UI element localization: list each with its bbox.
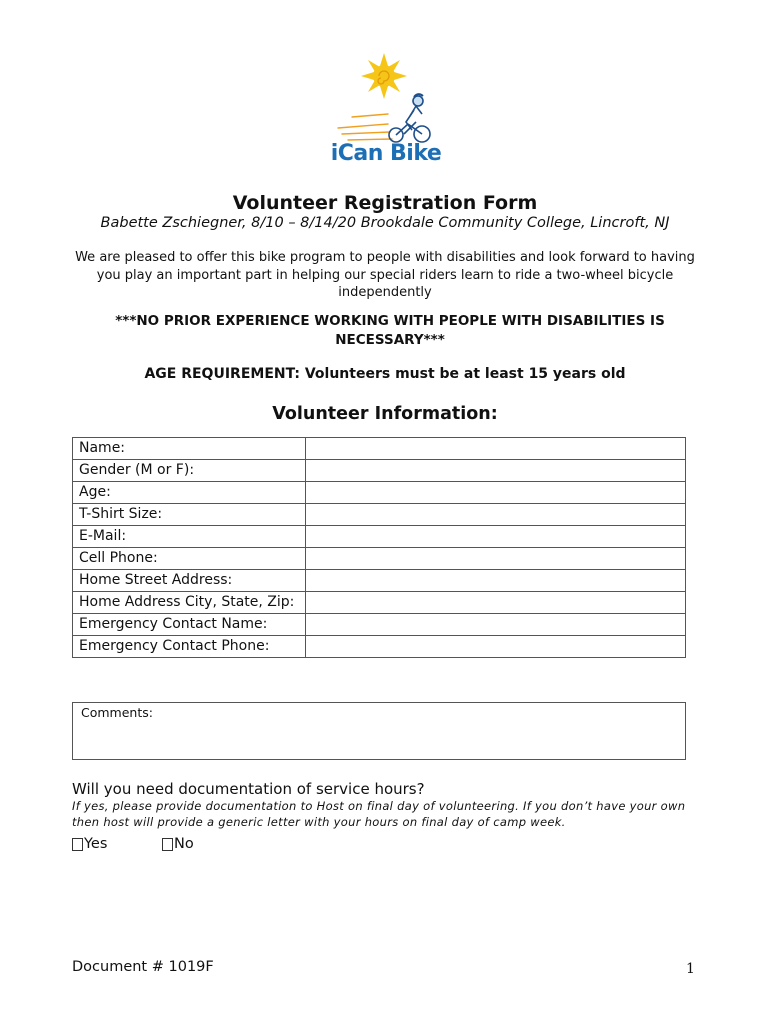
page-number: 1 (686, 961, 695, 977)
field-row (73, 614, 686, 636)
field-row (73, 526, 686, 548)
field-label: Age: (73, 482, 306, 504)
field-row (73, 548, 686, 570)
documentation-question: Will you need documentation of service hours? (72, 780, 425, 798)
field-label: Name: (73, 438, 306, 460)
field-value[interactable] (306, 592, 686, 614)
field-value[interactable] (306, 570, 686, 592)
yes-option[interactable] (72, 836, 107, 852)
field-label: Home Street Address: (73, 570, 306, 592)
no-label: No (174, 836, 194, 852)
experience-notice: ***NO PRIOR EXPERIENCE WORKING WITH PEOPLE WITH DISABILITIES IS NECESSARY*** (115, 313, 665, 348)
field-row (73, 482, 686, 504)
field-value[interactable] (306, 460, 686, 482)
page-subtitle: Babette Zschiegner, 8/10 – 8/14/20 Brookdale Community College, Lincroft, NJ (100, 215, 670, 231)
field-row (73, 636, 686, 658)
field-label: Gender (M or F): (73, 460, 306, 482)
field-row (73, 570, 686, 592)
logo-wordmark: iCan Bike (330, 141, 442, 166)
comments-box[interactable] (72, 702, 686, 760)
field-label: T-Shirt Size: (73, 504, 306, 526)
age-requirement: AGE REQUIREMENT: Volunteers must be at least 15 years old (144, 366, 626, 382)
sun-icon (361, 53, 407, 99)
cyclist-icon (389, 94, 430, 142)
field-value[interactable] (306, 614, 686, 636)
field-value[interactable] (306, 504, 686, 526)
documentation-note: If yes, please provide documentation to Host on final day of volunteering. If you don’t have your own then host will provide a generic letter with your hours on final day of camp week. (72, 799, 686, 829)
field-row (73, 438, 686, 460)
field-value[interactable] (306, 636, 686, 658)
page-title: Volunteer Registration Form (232, 192, 538, 214)
field-value[interactable] (306, 482, 686, 504)
yes-checkbox[interactable] (72, 838, 83, 851)
section-title: Volunteer Information: (272, 404, 498, 424)
field-row (73, 460, 686, 482)
yes-label: Yes (84, 836, 108, 852)
no-checkbox[interactable] (162, 838, 173, 851)
speed-lines-icon (338, 114, 392, 140)
no-option[interactable] (162, 836, 194, 852)
intro-paragraph: We are pleased to offer this bike program to people with disabilities and look forward to having you play an important part in helping our special riders learn to ride a two-wheel bicycle independently (75, 250, 695, 300)
field-value[interactable] (306, 438, 686, 460)
field-label: Emergency Contact Phone: (73, 636, 306, 658)
comments-label: Comments: (81, 705, 153, 720)
field-value[interactable] (306, 526, 686, 548)
field-label: Cell Phone: (73, 548, 306, 570)
field-row (73, 592, 686, 614)
field-value[interactable] (306, 548, 686, 570)
field-label: Emergency Contact Name: (73, 614, 306, 636)
volunteer-info-table (72, 437, 686, 658)
field-row (73, 504, 686, 526)
field-label: E-Mail: (73, 526, 306, 548)
field-label: Home Address City, State, Zip: (73, 592, 306, 614)
document-number: Document # 1019F (72, 959, 214, 975)
